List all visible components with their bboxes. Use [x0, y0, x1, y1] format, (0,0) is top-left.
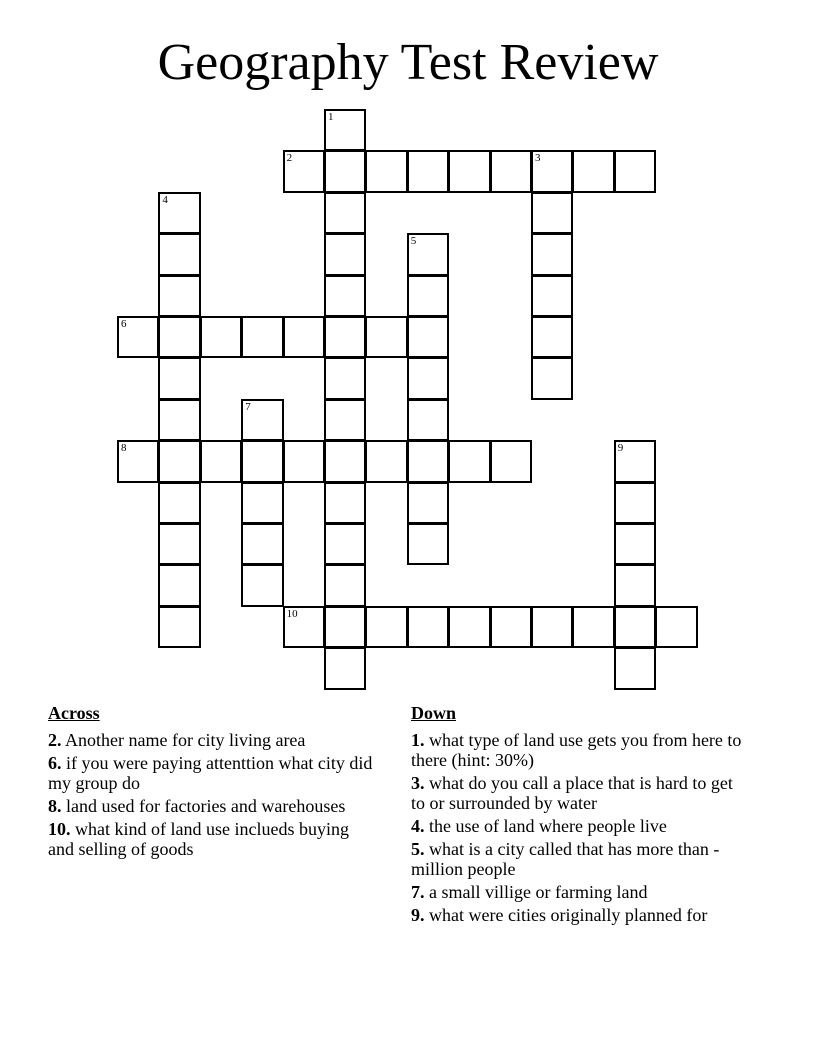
crossword-cell[interactable]	[407, 316, 449, 358]
crossword-cell[interactable]	[158, 192, 200, 234]
crossword-cell[interactable]	[324, 233, 366, 275]
clue-number: 10.	[48, 819, 71, 839]
crossword-cell[interactable]	[324, 440, 366, 482]
crossword-cell[interactable]	[241, 440, 283, 482]
crossword-cell[interactable]	[324, 564, 366, 606]
crossword-cell[interactable]	[531, 192, 573, 234]
clue-number: 4.	[411, 816, 425, 836]
crossword-cell[interactable]	[241, 564, 283, 606]
clue-text: Another name for city living area	[61, 730, 306, 750]
crossword-cell[interactable]	[283, 150, 325, 192]
crossword-cell[interactable]	[572, 150, 614, 192]
crossword-cell[interactable]	[614, 523, 656, 565]
down-clues	[411, 702, 751, 928]
crossword-cell[interactable]	[324, 399, 366, 441]
clue-number: 7.	[411, 882, 425, 902]
crossword-cell[interactable]	[531, 316, 573, 358]
crossword-cell[interactable]	[158, 606, 200, 648]
clue-across-2	[48, 730, 378, 750]
clue-number: 9.	[411, 905, 425, 925]
cell-number: 10	[286, 607, 298, 620]
crossword-cell[interactable]	[614, 440, 656, 482]
crossword-cell[interactable]	[365, 150, 407, 192]
crossword-cell[interactable]	[614, 564, 656, 606]
crossword-cell[interactable]	[531, 606, 573, 648]
cell-number: 1	[328, 111, 334, 123]
crossword-cell[interactable]	[531, 233, 573, 275]
crossword-cell[interactable]	[407, 523, 449, 565]
crossword-cell[interactable]	[200, 316, 242, 358]
clue-across-8	[48, 796, 378, 816]
clue-down-7	[411, 882, 751, 902]
crossword-cell[interactable]	[531, 275, 573, 317]
clue-text: if you were paying attenttion what city did my group do	[48, 753, 373, 793]
crossword-cell[interactable]	[241, 316, 283, 358]
clue-down-5	[411, 839, 751, 879]
page-title: Geography Test Review	[157, 34, 659, 91]
crossword-cell[interactable]	[614, 647, 656, 689]
clue-number: 6.	[48, 753, 62, 773]
clue-down-4	[411, 816, 751, 836]
crossword-cell[interactable]	[158, 275, 200, 317]
crossword-cell[interactable]	[324, 357, 366, 399]
down-heading: Down	[411, 703, 457, 723]
crossword-cell[interactable]	[158, 523, 200, 565]
crossword-cell[interactable]	[407, 482, 449, 524]
crossword-cell[interactable]	[158, 482, 200, 524]
crossword-cell[interactable]	[614, 150, 656, 192]
crossword-cell[interactable]	[324, 275, 366, 317]
cell-number: 5	[410, 235, 417, 248]
crossword-cell[interactable]	[324, 606, 366, 648]
crossword-cell[interactable]	[158, 564, 200, 606]
clue-across-6	[48, 753, 378, 793]
crossword-cell[interactable]	[365, 606, 407, 648]
crossword-cell[interactable]	[324, 192, 366, 234]
crossword-cell[interactable]	[324, 647, 366, 689]
clue-down-9	[411, 905, 751, 925]
clue-down-3	[411, 773, 751, 813]
crossword-cell[interactable]	[448, 440, 490, 482]
clue-text: a small villige or farming land	[424, 882, 648, 902]
clue-down-1	[411, 730, 751, 770]
crossword-cell[interactable]	[490, 150, 532, 192]
cell-number: 6	[121, 318, 127, 330]
cell-number: 9	[617, 442, 624, 455]
cell-number: 3	[535, 152, 541, 165]
crossword-cell[interactable]	[241, 482, 283, 524]
clue-text: what were cities originally planned for	[424, 905, 708, 925]
crossword-cell[interactable]	[324, 316, 366, 358]
crossword-cell[interactable]	[158, 399, 200, 441]
clue-number: 2.	[48, 730, 62, 750]
crossword-cell[interactable]	[283, 316, 325, 358]
clue-number: 1.	[411, 730, 425, 750]
crossword-cell[interactable]	[407, 275, 449, 317]
crossword-cell[interactable]	[158, 316, 200, 358]
crossword-cell[interactable]	[407, 233, 449, 275]
crossword-cell[interactable]	[531, 150, 573, 192]
crossword-cell[interactable]	[448, 150, 490, 192]
clue-text: what is a city called that has more than -million people	[411, 839, 720, 879]
cell-number: 7	[245, 400, 251, 413]
crossword-cell[interactable]	[614, 482, 656, 524]
cell-number: 8	[121, 442, 127, 455]
crossword-cell[interactable]	[490, 440, 532, 482]
across-clues	[48, 702, 378, 862]
clue-number: 8.	[48, 796, 62, 816]
across-heading: Across	[48, 703, 100, 723]
crossword-cell[interactable]	[283, 606, 325, 648]
crossword-cell[interactable]	[614, 606, 656, 648]
crossword-cell[interactable]	[283, 440, 325, 482]
clue-number: 3.	[411, 773, 425, 793]
crossword-cell[interactable]	[200, 440, 242, 482]
crossword-cell[interactable]	[448, 606, 490, 648]
crossword-cell[interactable]	[365, 440, 407, 482]
crossword-cell[interactable]	[324, 109, 366, 151]
crossword-cell[interactable]	[158, 440, 200, 482]
crossword-cell[interactable]	[324, 150, 366, 192]
crossword-cell[interactable]	[655, 606, 697, 648]
clue-text: what type of land use gets you from here to there (hint: 30%)	[411, 730, 742, 770]
crossword-cell[interactable]	[407, 399, 449, 441]
crossword-cell[interactable]	[241, 399, 283, 441]
clue-across-10	[48, 819, 378, 859]
crossword-cell[interactable]	[490, 606, 532, 648]
crossword-cell[interactable]	[531, 357, 573, 399]
crossword-cell[interactable]	[407, 150, 449, 192]
crossword-cell[interactable]	[324, 482, 366, 524]
crossword-cell[interactable]	[324, 523, 366, 565]
cell-number: 4	[162, 193, 168, 206]
clue-text: land used for factories and warehouses	[61, 796, 346, 816]
crossword-cell[interactable]	[117, 440, 159, 482]
crossword-cell[interactable]	[158, 357, 200, 399]
crossword-cell[interactable]	[117, 316, 159, 358]
clue-text: what kind of land use inclueds buying and selling of goods	[48, 819, 349, 859]
clue-number: 5.	[411, 839, 425, 859]
crossword-cell[interactable]	[572, 606, 614, 648]
clue-text: the use of land where people live	[424, 816, 667, 836]
crossword-cell[interactable]	[241, 523, 283, 565]
crossword-cell[interactable]	[407, 606, 449, 648]
crossword-cell[interactable]	[407, 440, 449, 482]
crossword-cell[interactable]	[158, 233, 200, 275]
clue-text: what do you call a place that is hard to get to or surrounded by water	[411, 773, 733, 813]
cell-number: 2	[286, 152, 293, 165]
crossword-cell[interactable]	[365, 316, 407, 358]
crossword-cell[interactable]	[407, 357, 449, 399]
